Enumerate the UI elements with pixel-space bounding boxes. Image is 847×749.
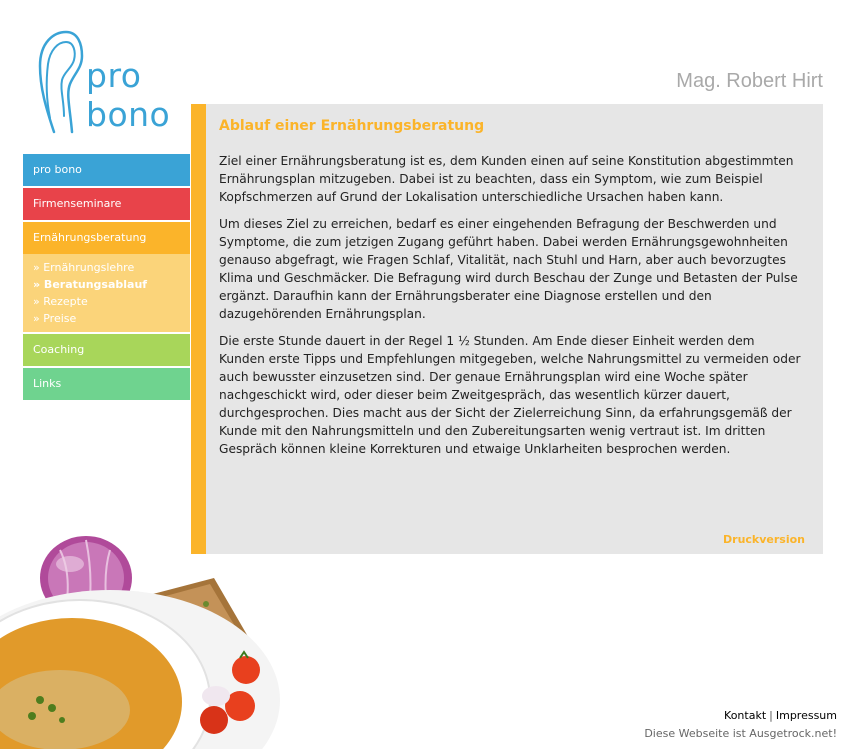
subnav-item-preise[interactable]: » Preise: [33, 312, 77, 325]
footer-link-kontakt[interactable]: Kontakt: [724, 709, 767, 722]
ear-logo-icon: [36, 28, 86, 138]
paragraph: Um dieses Ziel zu erreichen, bedarf es einer eingehenden Befragung der Beschwerden und Symptome, die zum jetzigen Zugang geführt haben. Dabei werden Ernährungsgewohnheiten genauso abgefragt, wie Fragen Schlaf, Vitalität, nach Stuhl und Harn, aber auch bevorzugtes Klima und Geschmäcker. Die Befragung wird durch Beschau der Zunge und Betasten der Pulse ergänzt. Daraufhin kann der Ernährungsberater eine Diagnose erstellen und den dazugehörenden Ernährungsplan.: [219, 217, 798, 321]
food-illustration: [0, 530, 300, 749]
subnav: [23, 254, 190, 332]
nav-item-links[interactable]: Links: [23, 368, 190, 400]
author-name: Mag. Robert Hirt: [676, 70, 823, 92]
nav-item-coaching[interactable]: Coaching: [23, 334, 190, 366]
print-version-link[interactable]: Druckversion: [723, 533, 805, 546]
nav-item-firmenseminare[interactable]: Firmenseminare: [23, 188, 190, 220]
nav-item-ernaehrungsberatung[interactable]: Ernährungsberatung: [23, 222, 190, 254]
subnav-item-rezepte[interactable]: » Rezepte: [33, 295, 88, 308]
paragraph: Ziel einer Ernährungsberatung ist es, dem Kunden einen auf seine Konstitution abgestimmten Ernährungsplan mitzugeben. Dabei ist zu beachten, dass ein Symptom, wie zum Beispiel Kopfschmerzen auf Grund der Lokalisation unterschiedliche Ursachen haben kann.: [219, 154, 794, 204]
subnav-item-beratungsablauf[interactable]: » Beratungsablauf: [33, 278, 148, 291]
footer-separator: |: [769, 709, 773, 722]
main-navigation: [23, 154, 190, 402]
footer-links: [724, 709, 837, 722]
footer-note: Diese Webseite ist Ausgetrock.net!: [644, 727, 837, 740]
paragraph: Die erste Stunde dauert in der Regel 1 ½ Stunden. Am Ende dieser Einheit werden dem Kunden erste Tipps und Empfehlungen mitgegeben, welche Nahrungsmittel zu vermeiden oder auch bewusster einzusetzen sind. Der genaue Ernährungsplan wird eine Woche später nachgeschickt wird, oder dieser beim Zweitgespräch, das wesentlich kürzer dauert, durchgesprochen. Dies macht aus der Sicht der Zielerreichung Sinn, da erfahrungsgemäß der Kunde mit den Nahrungsmitteln und den Zubereitungsarten wenig vertraut ist. Im dritten Gespräch können kleine Korrekturen und etwaige Unklarheiten besprochen werden.: [219, 334, 801, 456]
page-title: Ablauf einer Ernährungsberatung: [219, 118, 485, 134]
logo-text: pro bono: [86, 56, 171, 134]
content-body: [219, 152, 804, 467]
nav-item-pro-bono[interactable]: pro bono: [23, 154, 190, 186]
content-panel: [191, 104, 823, 554]
footer-link-impressum[interactable]: Impressum: [775, 709, 837, 722]
subnav-item-ernaehrungslehre[interactable]: » Ernährungslehre: [33, 261, 135, 274]
